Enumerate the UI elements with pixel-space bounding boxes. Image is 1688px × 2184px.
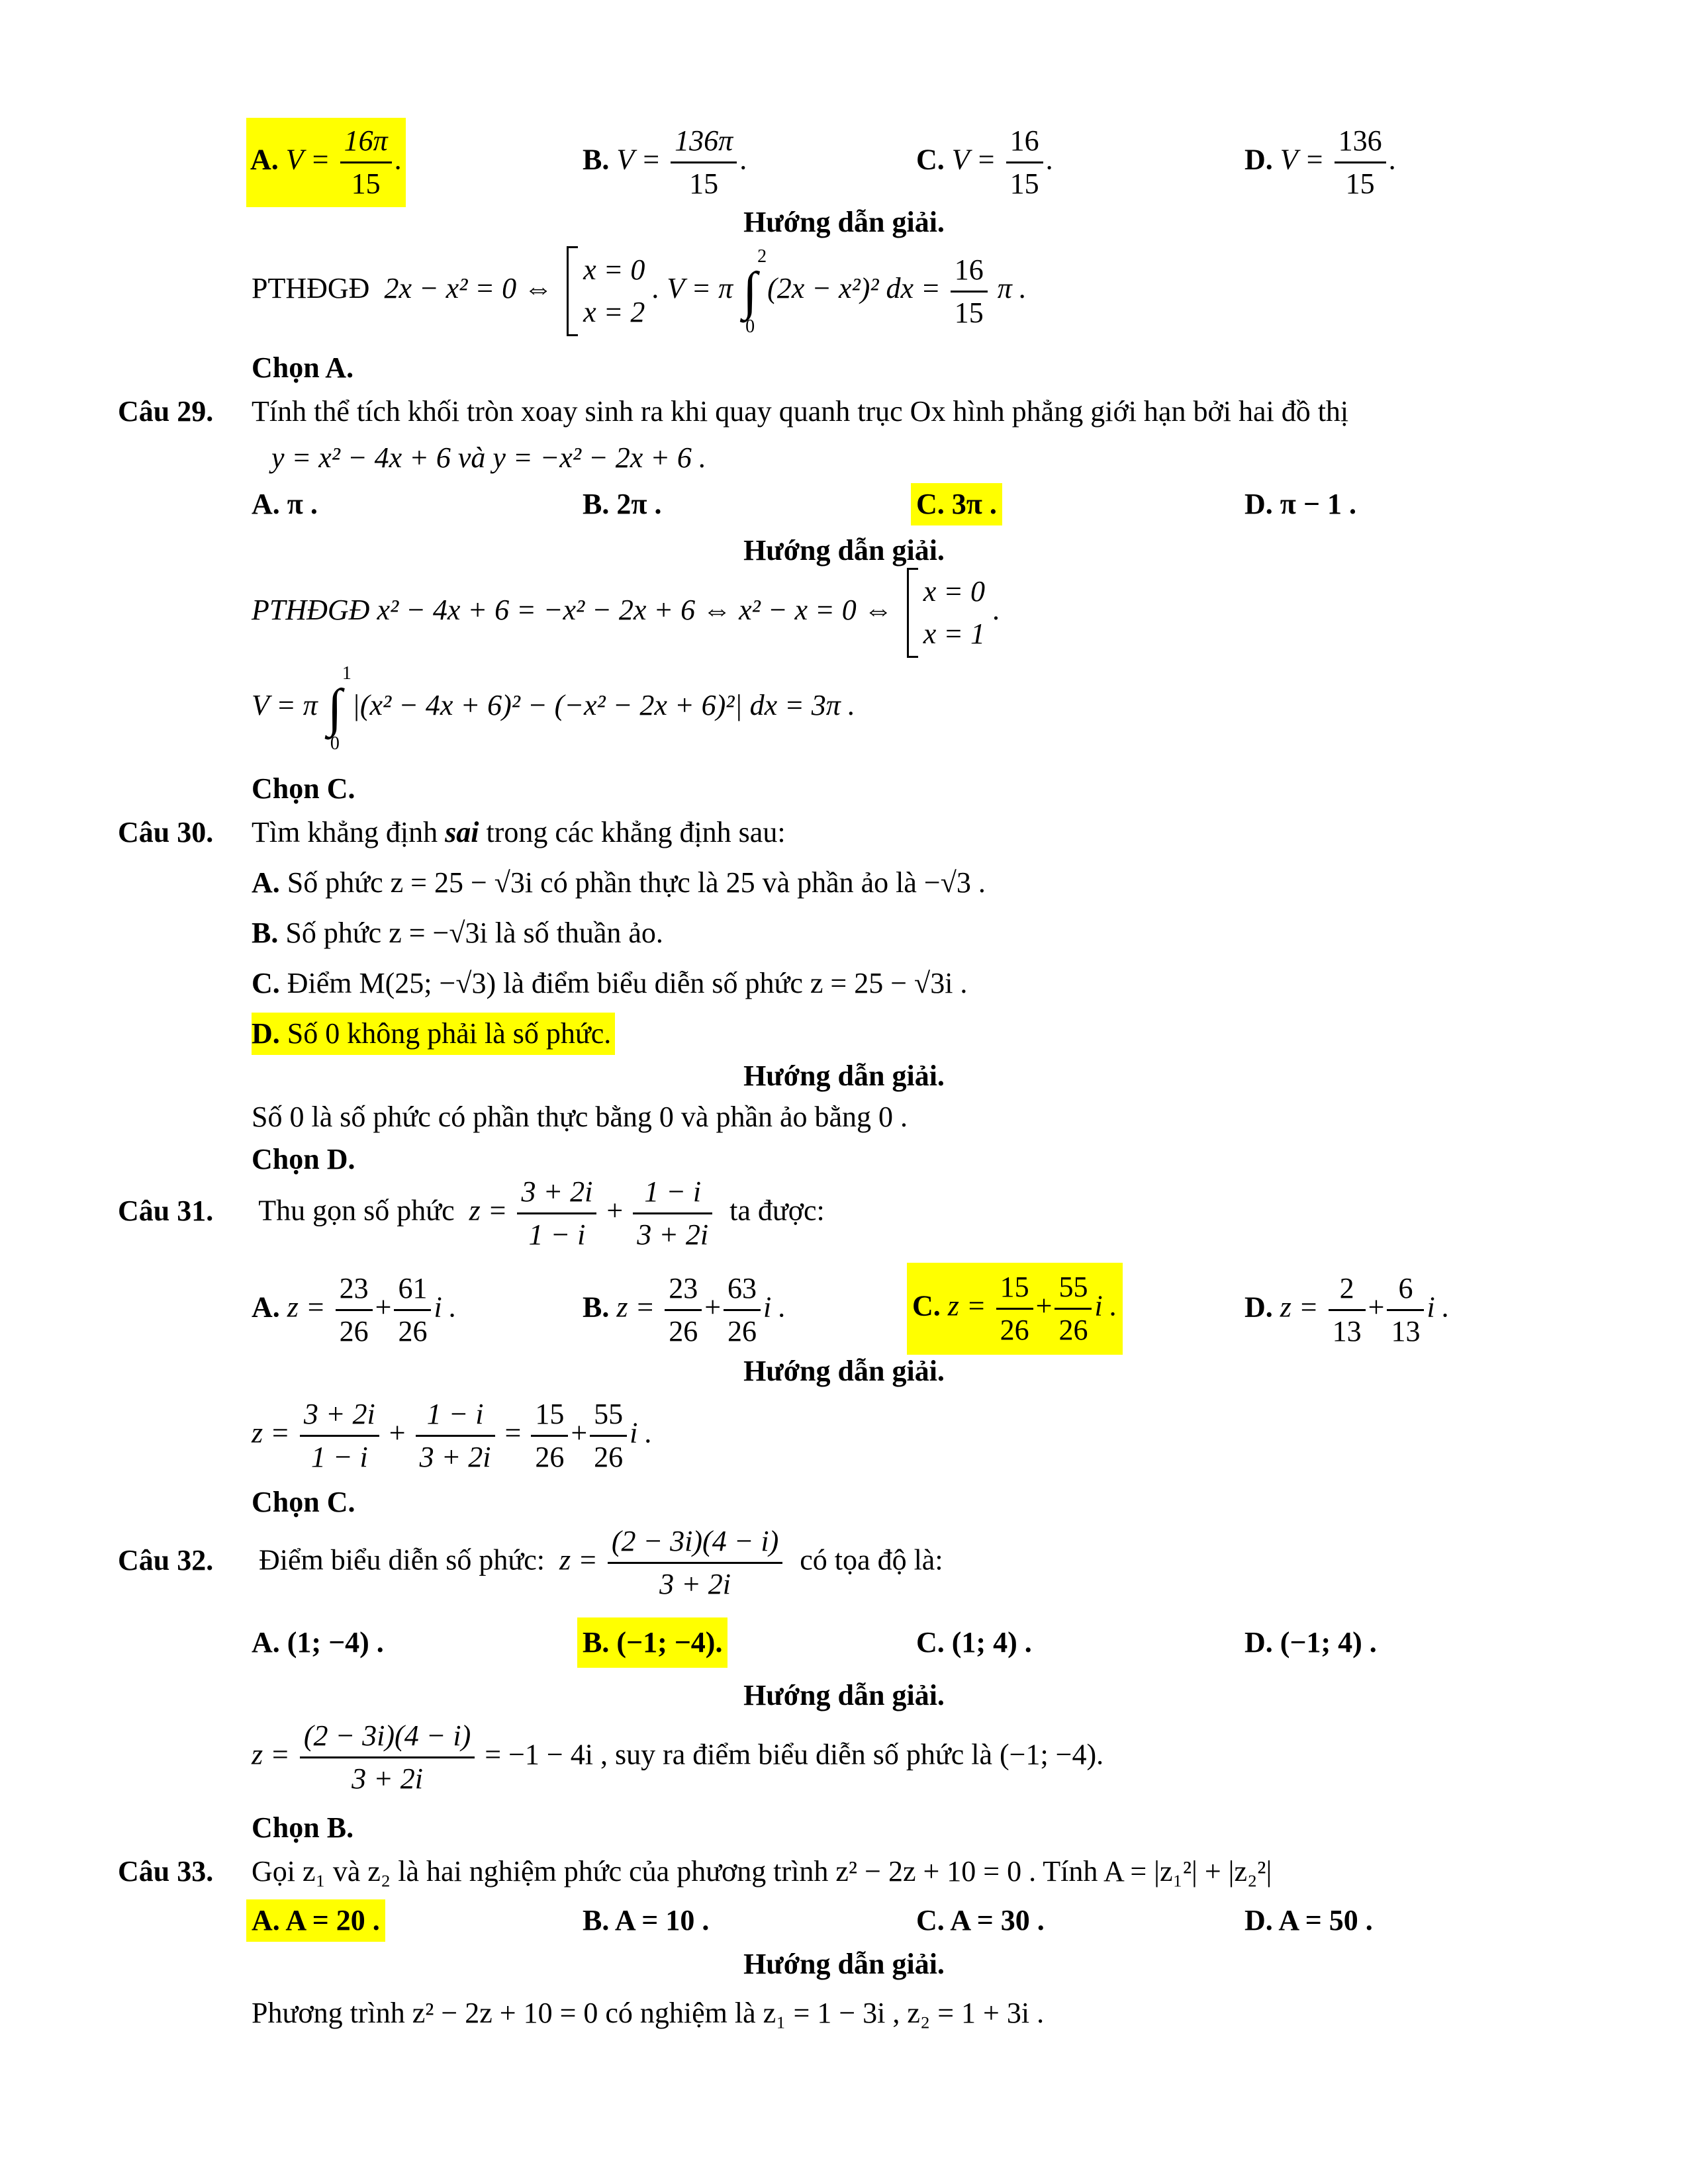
q33-question: Câu 33. Gọi z₁ và z₂ là hai nghiệm phức của phương trình z² − 2z + 10 = 0 . Tính A = |z₁²| + |z₂²| (118, 1855, 1272, 1888)
q31-guide-heading: Hướng dẫn giải. (743, 1355, 945, 1387)
q31-solution: z = $\frac{3 + 2i}{1 - i}$ + $\frac{1 - i}{3 + 2i}$ = $\frac{15}{26}$ + $\frac{55}{26}$ i . (252, 1394, 652, 1478)
q28-guide-heading: Hướng dẫn giải. (743, 206, 945, 238)
q29-guide-heading: Hướng dẫn giải. (743, 534, 945, 567)
q30-choose: Chọn D. (252, 1143, 355, 1175)
q29-option-a: A. π . (252, 488, 318, 520)
q28-choose: Chọn A. (252, 351, 354, 384)
q32-choose: Chọn B. (252, 1811, 354, 1844)
q31-option-c: C. z = $\frac{15}{26}$ + $\frac{55}{26}$ i . (907, 1263, 1123, 1355)
q33-option-b: B. A = 10 . (583, 1904, 710, 1936)
q30-guide-heading: Hướng dẫn giải. (743, 1060, 945, 1092)
q29-option-c: C. 3π . (911, 483, 1002, 525)
q29-question-line2: y = x² − 4x + 6 và y = −x² − 2x + 6 . (271, 441, 706, 474)
q32-solution: z = $\frac{(2 - 3i)(4 - i)}{3 + 2i}$ = −1 − 4i , suy ra điểm biểu diễn số phức là (−1; −4). (252, 1715, 1103, 1799)
q31-question: Câu 31. Thu gọn số phức z = $\frac{3 + 2i}{1 - i}$ + $\frac{1 - i}{3 + 2i}$ ta được: (118, 1171, 1574, 1255)
q33-option-a: A. A = 20 . (246, 1899, 385, 1942)
q28-option-c: C. V = $\frac{16}{15}$ . (916, 120, 1053, 205)
q29-option-d: D. π − 1 . (1244, 488, 1356, 520)
q29-question: Câu 29. Tính thể tích khối tròn xoay sinh ra khi quay quanh trục Ox hình phẳng giới hạn bởi hai đồ thị (118, 395, 1349, 428)
q32-option-c: C. (1; 4) . (916, 1626, 1032, 1659)
q30-option-b: B. Số phức z = −√3i là số thuần ảo. (252, 917, 663, 949)
q29-option-b: B. 2π . (583, 488, 662, 520)
q33-guide-heading: Hướng dẫn giải. (743, 1948, 945, 1980)
q28-option-b: B. V = $\frac{136\pi}{15}$ . (583, 120, 747, 205)
q30-solution: Số 0 là số phức có phần thực bằng 0 và phần ảo bằng 0 . (252, 1101, 908, 1133)
q32-question: Câu 32. Điểm biểu diễn số phức: z = $\frac{(2 - 3i)(4 - i)}{3 + 2i}$ có tọa độ là: (118, 1521, 1574, 1605)
q31-option-d: D. z = $\frac{2}{13}$ + $\frac{6}{13}$ i . (1244, 1268, 1450, 1352)
q29-choose: Chọn C. (252, 772, 355, 805)
q32-option-a: A. (1; −4) . (252, 1626, 384, 1659)
q31-choose: Chọn C. (252, 1486, 355, 1518)
q33-option-c: C. A = 30 . (916, 1904, 1045, 1936)
q30-option-d: D. Số 0 không phải là số phức. (252, 1013, 615, 1055)
q30-option-c: C. Điểm M(25; −√3) là điểm biểu diễn số phức z = 25 − √3i . (252, 967, 968, 999)
q28-solution: PTHĐGĐ 2x − x² = 0 ⇔ x = 0 x = 2 . V = π ∫ 2 0 (2x − x²)² dx = $\frac{16}{15}$ π . (252, 246, 1027, 337)
q33-solution: Phương trình z² − 2z + 10 = 0 có nghiệm là z₁ = 1 − 3i , z₂ = 1 + 3i . (252, 1997, 1045, 2029)
q29-solution-line2: V = π ∫ 1 0 |(x² − 4x + 6)² − (−x² − 2x + 6)²| dx = 3π . (252, 663, 855, 754)
q29-solution-line1: PTHĐGĐ x² − 4x + 6 = −x² − 2x + 6 ⇔ x² − x = 0 ⇔ x = 0 x = 1 . (252, 568, 1000, 658)
q33-option-d: D. A = 50 . (1244, 1904, 1373, 1936)
q30-option-a: A. Số phức z = 25 − √3i có phần thực là 25 và phần ảo là −√3 . (252, 866, 986, 899)
q30-question: Câu 30. Tìm khẳng định sai trong các khẳng định sau: (118, 816, 786, 848)
q32-option-d: D. (−1; 4) . (1244, 1626, 1377, 1659)
q32-option-b: B. (−1; −4). (577, 1617, 727, 1668)
q28-option-d: D. V = $\frac{136}{15}$ . (1244, 120, 1396, 205)
q31-option-b: B. z = $\frac{23}{26}$ + $\frac{63}{26}$ i . (583, 1268, 786, 1352)
q28-option-a: A. V = $\frac{16\pi}{15}$ . (246, 118, 406, 207)
q31-option-a: A. z = $\frac{23}{26}$ + $\frac{61}{26}$ i . (252, 1268, 457, 1352)
q32-guide-heading: Hướng dẫn giải. (743, 1679, 945, 1711)
